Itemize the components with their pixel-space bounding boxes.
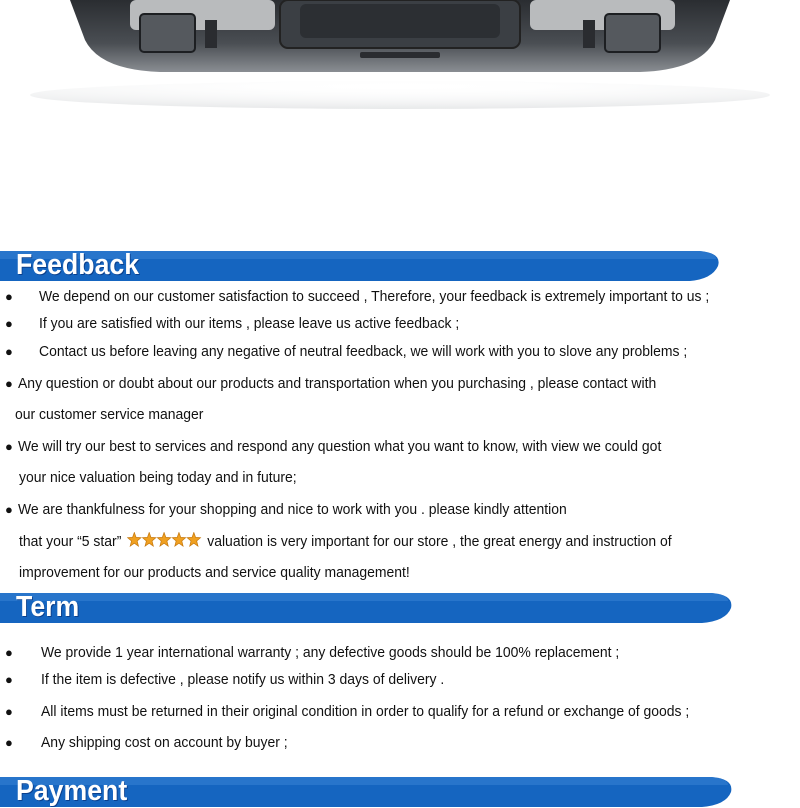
feedback-paragraph-3-line-1: We are thankfulness for your shopping and nice to work with you . please kindly attention [18, 501, 567, 518]
feedback-paragraph-2-line-1: We will try our best to services and respond any question what you want to know, with view we could got [18, 438, 662, 455]
term-bullet-2: If the item is defective , please notify us within 3 days of delivery . [41, 671, 445, 688]
term-banner [0, 593, 740, 623]
bullet-glyph: ● [5, 645, 13, 660]
feedback-banner [0, 251, 730, 281]
valuation-text: valuation is very important for our store , the great energy and instruction of [207, 533, 672, 550]
bullet-glyph: ● [5, 344, 13, 359]
bullet-glyph: ● [5, 735, 13, 750]
star-icon [128, 533, 141, 547]
bullet-glyph: ● [5, 704, 13, 719]
payment-title: Payment [16, 775, 128, 807]
bullet-glyph: ● [5, 316, 13, 331]
term-bullet-4: Any shipping cost on account by buyer ; [41, 734, 288, 751]
five-star-rating-icon [127, 532, 201, 548]
feedback-title: Feedback [16, 249, 140, 281]
term-title: Term [16, 591, 80, 623]
term-bullet-3: All items must be returned in their original condition in order to qualify for a refund or exchange of goods ; [41, 703, 690, 720]
five-star-text: that your “5 star” [19, 533, 122, 550]
feedback-bullet-3: Contact us before leaving any negative of neutral feedback, we will work with you to slove any problems ; [39, 343, 688, 360]
star-icon [158, 533, 171, 547]
feedback-paragraph-3-line-3: improvement for our products and service quality management! [19, 564, 410, 581]
feedback-bullet-2: If you are satisfied with our items , please leave us active feedback ; [39, 315, 460, 332]
payment-banner [0, 777, 740, 807]
bullet-glyph: ● [5, 502, 13, 517]
bullet-glyph: ● [5, 376, 13, 391]
star-icon [143, 533, 156, 547]
feedback-paragraph-3-line-2 [19, 532, 672, 551]
feedback-bullet-1: We depend on our customer satisfaction to succeed , Therefore, your feedback is extremely important to us ; [39, 288, 710, 305]
feedback-paragraph-2-line-2: your nice valuation being today and in future; [19, 469, 297, 486]
feedback-paragraph-1-line-1: Any question or doubt about our products and transportation when you purchasing , please contact with [18, 375, 657, 392]
bullet-glyph: ● [5, 439, 13, 454]
star-icon [173, 533, 186, 547]
star-icon [187, 533, 200, 547]
bullet-glyph: ● [5, 289, 13, 304]
product-photo-case-bottom [0, 0, 800, 110]
feedback-paragraph-1-line-2: our customer service manager [15, 406, 204, 423]
bullet-glyph: ● [5, 672, 13, 687]
term-bullet-1: We provide 1 year international warranty ; any defective goods should be 100% replacement ; [41, 644, 620, 661]
